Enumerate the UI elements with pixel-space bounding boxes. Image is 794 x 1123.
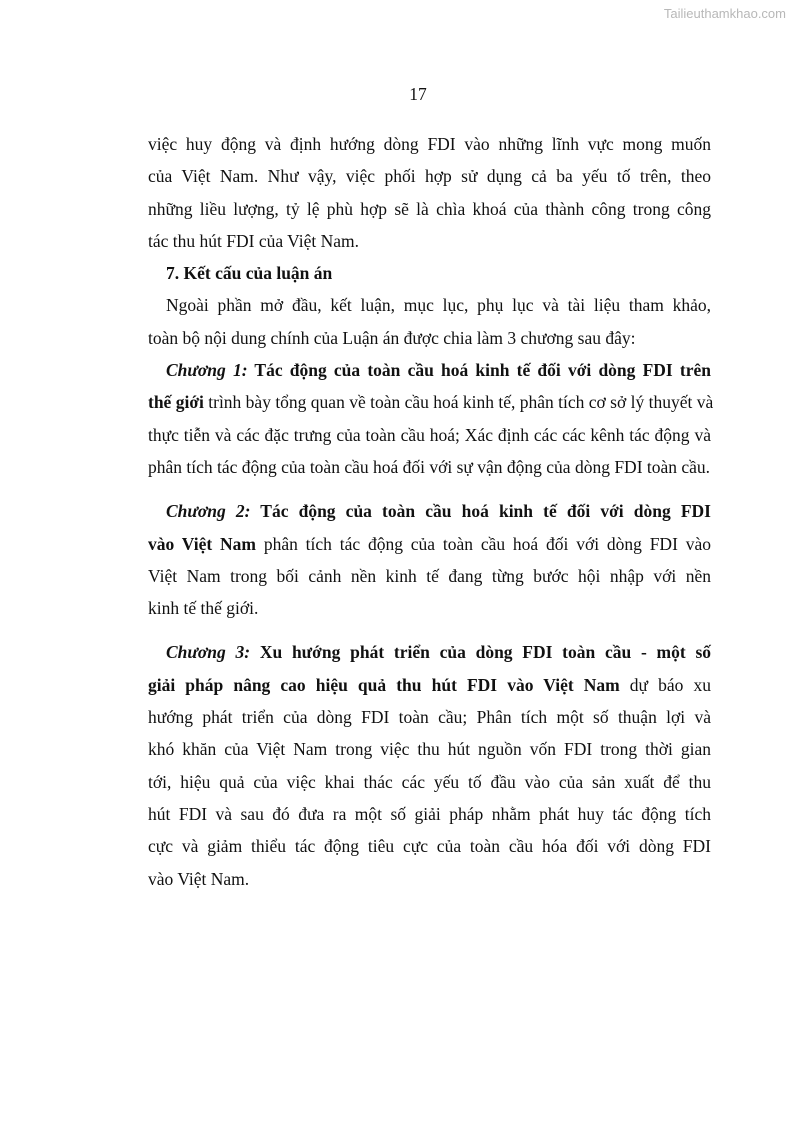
text-segment: khó khăn của Việt Nam trong việc thu hút nguồn vốn FDI trong thời gian bbox=[148, 739, 711, 760]
text-line bbox=[148, 160, 711, 192]
bold-text: vào Việt Nam bbox=[148, 533, 256, 554]
text-segment: của Việt Nam. Như vậy, việc phối hợp sử dụng cả ba yếu tố trên, theo bbox=[148, 166, 711, 187]
text-segment: kinh tế thế giới. bbox=[148, 598, 259, 619]
paragraph bbox=[148, 354, 714, 483]
text-line bbox=[148, 386, 714, 418]
page-number: 17 bbox=[409, 84, 427, 104]
text-segment: cực và giảm thiểu tác động tiêu cực của toàn cầu hóa đối với dòng FDI bbox=[148, 836, 711, 857]
bold-text: 7. Kết cấu của luận án bbox=[166, 263, 333, 284]
text-segment: toàn bộ nội dung chính của Luận án được chia làm 3 chương sau đây: bbox=[148, 327, 636, 348]
text-segment: trình bày tổng quan về toàn cầu hoá kinh tế, phân tích cơ sở lý thuyết và bbox=[203, 392, 714, 413]
text-line bbox=[148, 560, 711, 592]
bold-text: Xu hướng phát triển của dòng FDI toàn cầu - một số bbox=[250, 642, 712, 663]
paragraph bbox=[148, 289, 711, 354]
text-line bbox=[148, 830, 711, 862]
chapter-label: Chương 1: bbox=[166, 360, 248, 381]
text-line bbox=[148, 225, 711, 257]
text-line bbox=[148, 701, 711, 733]
text-line bbox=[148, 733, 711, 765]
text-segment: việc huy động và định hướng dòng FDI vào những lĩnh vực mong muốn bbox=[148, 134, 711, 154]
text-segment: Việt Nam trong bối cảnh nền kinh tế đang từng bước hội nhập với nền bbox=[148, 565, 711, 586]
text-line bbox=[148, 636, 711, 668]
text-segment: tới, hiệu quả của việc khai thác các yếu tố đầu vào của sản xuất để thu bbox=[148, 771, 711, 792]
bold-text: giải pháp nâng cao hiệu quả thu hút FDI vào Việt Nam bbox=[148, 674, 620, 695]
text-segment: Ngoài phần mở đầu, kết luận, mục lục, phụ lục và tài liệu tham khảo, bbox=[166, 295, 711, 316]
bold-text: Tác động của toàn cầu hoá kinh tế đối với dòng FDI bbox=[250, 501, 711, 522]
bold-text: thế giới bbox=[148, 392, 204, 413]
chapter-label: Chương 3: bbox=[166, 642, 251, 663]
text-line bbox=[148, 528, 711, 560]
text-line bbox=[148, 863, 711, 895]
text-line bbox=[148, 419, 711, 451]
text-segment: phân tích tác động của toàn cầu hoá đối với sự vận động của dòng FDI toàn cầu. bbox=[148, 456, 711, 477]
text-line bbox=[148, 766, 711, 798]
text-line bbox=[148, 669, 711, 701]
text-line bbox=[148, 289, 711, 321]
text-segment: tác thu hút FDI của Việt Nam. bbox=[148, 230, 360, 251]
section-heading bbox=[148, 257, 711, 289]
text-line bbox=[148, 592, 711, 624]
paragraph bbox=[148, 636, 711, 894]
text-line bbox=[148, 257, 711, 289]
text-segment: những liều lượng, tỷ lệ phù hợp sẽ là chìa khoá của thành công trong công bbox=[148, 198, 711, 219]
text-segment: hướng phát triển của dòng FDI toàn cầu; Phân tích một số thuận lợi và bbox=[148, 707, 711, 728]
text-line bbox=[148, 193, 711, 225]
watermark: Tailieuthamkhao.com bbox=[663, 6, 786, 21]
text-segment: hút FDI và sau đó đưa ra một số giải pháp nhằm phát huy tác động tích bbox=[148, 803, 711, 824]
text-line bbox=[148, 798, 711, 830]
text-line bbox=[148, 354, 711, 386]
text-line bbox=[148, 451, 711, 483]
text-segment: phân tích tác động của toàn cầu hoá đối với dòng FDI vào bbox=[256, 533, 711, 554]
chapter-label: Chương 2: bbox=[166, 501, 251, 522]
text-segment: vào Việt Nam. bbox=[148, 868, 250, 889]
document-body bbox=[148, 128, 714, 895]
text-segment: dự báo xu bbox=[619, 674, 711, 695]
text-segment: thực tiễn và các đặc trưng của toàn cầu hoá; Xác định các các kênh tác động và bbox=[148, 424, 711, 445]
text-line bbox=[148, 495, 711, 527]
paragraph bbox=[148, 495, 711, 624]
bold-text: Tác động của toàn cầu hoá kinh tế đối với dòng FDI trên bbox=[247, 360, 711, 381]
text-line bbox=[148, 128, 711, 160]
text-line bbox=[148, 322, 711, 354]
paragraph bbox=[148, 128, 711, 257]
